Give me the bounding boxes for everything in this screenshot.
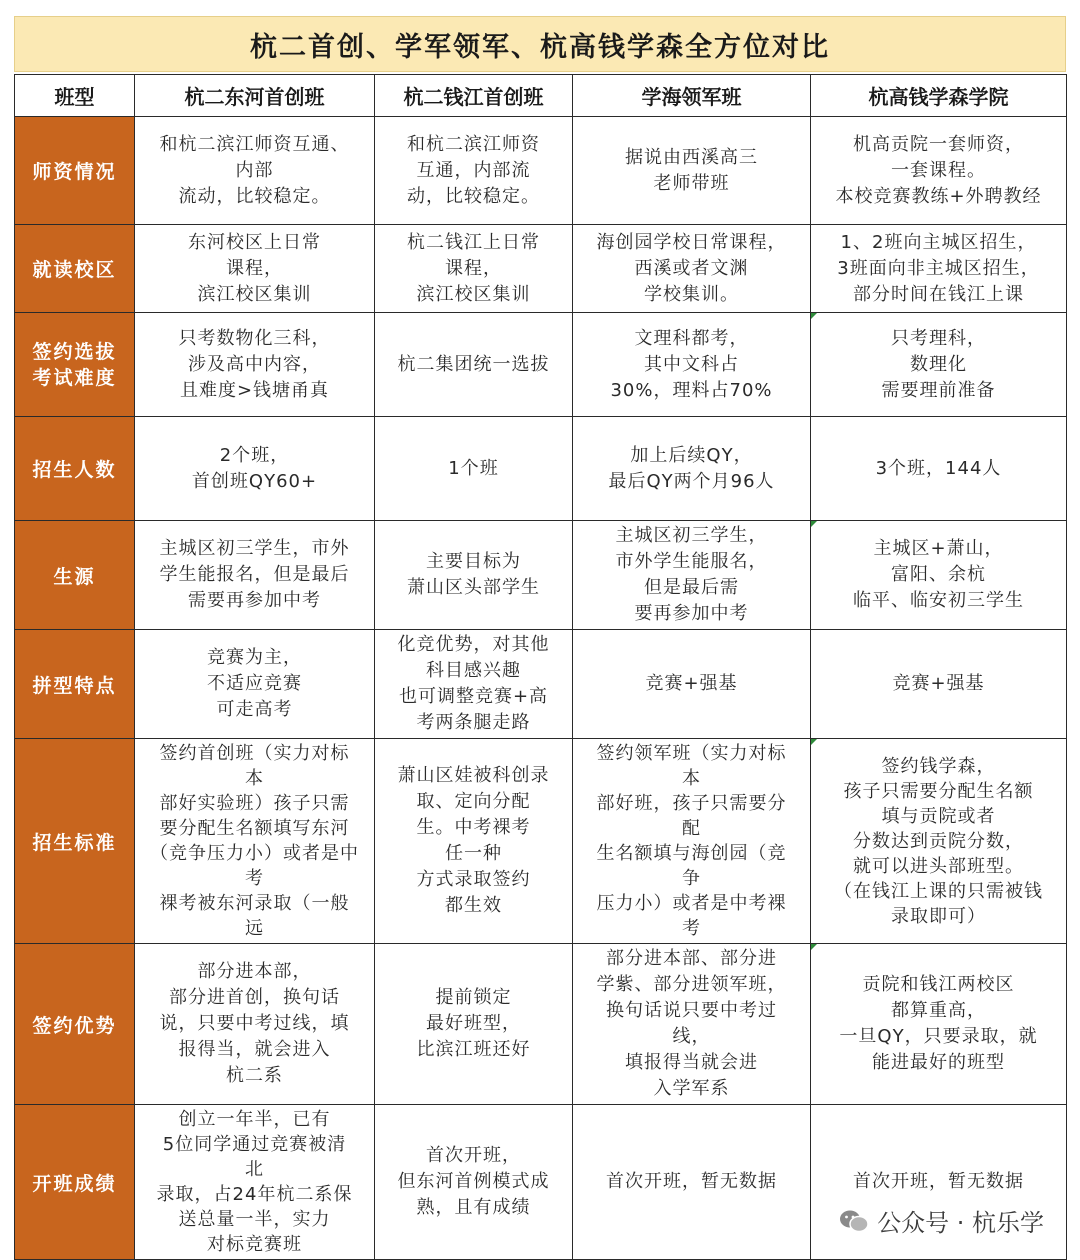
watermark-text: 公众号 · 杭乐学 [877, 1209, 1044, 1237]
table-cell: 萧山区娃被科创录 取、定向分配 生。中考裸考 任一种 方式录取签约 都生效 [375, 739, 573, 944]
header-corner: 班型 [15, 75, 135, 117]
table-cell [811, 739, 1067, 944]
row-header: 招生人数 [15, 417, 135, 521]
table-cell: 部分进本部， 部分进首创，换句话 说，只要中考过线，填 报得当，就会进入 杭二系 [135, 944, 375, 1105]
table-cell: 竞赛+强基 [811, 630, 1067, 739]
row-header: 开班成绩 [15, 1105, 135, 1260]
table-cell: 2个班， 首创班QY60+ [135, 417, 375, 521]
row-header: 签约优势 [15, 944, 135, 1105]
table-row [15, 225, 1067, 313]
table-cell: 竞赛为主， 不适应竞赛 可走高考 [135, 630, 375, 739]
table-cell: 首次开班，暂无数据 [811, 1105, 1067, 1260]
table-cell: 部分进本部、部分进 学紫、部分进领军班， 换句话说只要中考过 线， 填报得当就会进 入学军系 [573, 944, 811, 1105]
cell-comment-marker [811, 313, 817, 319]
row-header: 生源 [15, 521, 135, 630]
table-cell: 加上后续QY， 最后QY两个月96人 [573, 417, 811, 521]
table-cell: 签约首创班（实力对标 本 部好实验班）孩子只需 要分配生名额填写东河 （竞争压力小）或者是中 考 裸考被东河录取（一般 远 [135, 739, 375, 944]
cell-comment-marker [811, 521, 817, 527]
wechat-icon [839, 1208, 869, 1234]
page-title-bar [14, 16, 1066, 72]
table-cell: 杭二钱江上日常 课程， 滨江校区集训 [375, 225, 573, 313]
table-cell: 杭二集团统一选拔 [375, 313, 573, 417]
cell-text: 贡院和钱江两校区 都算重高， 一旦QY，只要录取，就 能进最好的班型 [839, 974, 1038, 1073]
table-cell: 签约领军班（实力对标 本 部好班，孩子只需要分 配 生名额填与海创园（竞 争 压力小）或者是中考裸 考 [573, 739, 811, 944]
row-header: 签约选拔 考试难度 [15, 313, 135, 417]
cell-comment-marker [811, 739, 817, 745]
cell-text: 主城区+萧山， 富阳、余杭 临平、临安初三学生 [853, 538, 1024, 611]
comparison-table [14, 74, 1067, 1260]
row-header: 师资情况 [15, 117, 135, 225]
cell-comment-marker [811, 944, 817, 950]
table-cell: 主城区初三学生，市外 学生能报名，但是最后 需要再参加中考 [135, 521, 375, 630]
table-row [15, 630, 1067, 739]
column-header: 杭高钱学森学院 [811, 75, 1067, 117]
table-cell: 化竞优势，对其他 科目感兴趣 也可调整竞赛+高 考两条腿走路 [375, 630, 573, 739]
column-header: 杭二钱江首创班 [375, 75, 573, 117]
table-row [15, 417, 1067, 521]
table-row [15, 944, 1067, 1105]
table-cell: 和杭二滨江师资互通、 内部 流动，比较稳定。 [135, 117, 375, 225]
table-cell: 3个班，144人 [811, 417, 1067, 521]
table-cell: 海创园学校日常课程， 西溪或者文渊 学校集训。 [573, 225, 811, 313]
cell-text: 签约钱学森， 孩子只需要分配生名额 填与贡院或者 分数达到贡院分数， 就可以进头部班型。 （在钱江上课的只需被钱 录取即可） [834, 755, 1043, 927]
table-cell: 机高贡院一套师资， 一套课程。 本校竞赛教练+外聘教经 [811, 117, 1067, 225]
column-header: 杭二东河首创班 [135, 75, 375, 117]
watermark [833, 1201, 1050, 1240]
table-cell: 创立一年半，已有 5位同学通过竞赛被清 北 录取，占24年杭二系保 送总量一半，实力 对标竞赛班 [135, 1105, 375, 1260]
table-cell: 东河校区上日常 课程， 滨江校区集训 [135, 225, 375, 313]
table-cell [811, 521, 1067, 630]
table-row [15, 739, 1067, 944]
table-cell: 1个班 [375, 417, 573, 521]
table-cell: 主城区初三学生， 市外学生能服名， 但是最后需 要再参加中考 [573, 521, 811, 630]
table-row [15, 117, 1067, 225]
table-cell: 1、2班向主城区招生， 3班面向非主城区招生， 部分时间在钱江上课 [811, 225, 1067, 313]
cell-text: 只考理科， 数理化 需要理前准备 [881, 327, 996, 401]
row-header: 就读校区 [15, 225, 135, 313]
table-row [15, 521, 1067, 630]
table-row [15, 313, 1067, 417]
row-header: 招生标准 [15, 739, 135, 944]
table-cell: 和杭二滨江师资 互通，内部流 动，比较稳定。 [375, 117, 573, 225]
table-cell: 竞赛+强基 [573, 630, 811, 739]
table-cell: 首次开班， 但东河首例模式成 熟，且有成绩 [375, 1105, 573, 1260]
page-title: 杭二首创、学军领军、杭高钱学森全方位对比 [250, 31, 830, 63]
header-row [15, 75, 1067, 117]
table-cell: 提前锁定 最好班型， 比滨江班还好 [375, 944, 573, 1105]
table-cell: 文理科都考， 其中文科占 30%，理料占70% [573, 313, 811, 417]
table-cell: 首次开班，暂无数据 [573, 1105, 811, 1260]
column-header: 学海领军班 [573, 75, 811, 117]
table-cell: 主要目标为 萧山区头部学生 [375, 521, 573, 630]
row-header: 拼型特点 [15, 630, 135, 739]
table-cell: 据说由西溪高三 老师带班 [573, 117, 811, 225]
table-cell [811, 944, 1067, 1105]
table-cell [811, 313, 1067, 417]
table-cell: 只考数物化三科， 涉及高中内容， 且难度>钱塘甬真 [135, 313, 375, 417]
